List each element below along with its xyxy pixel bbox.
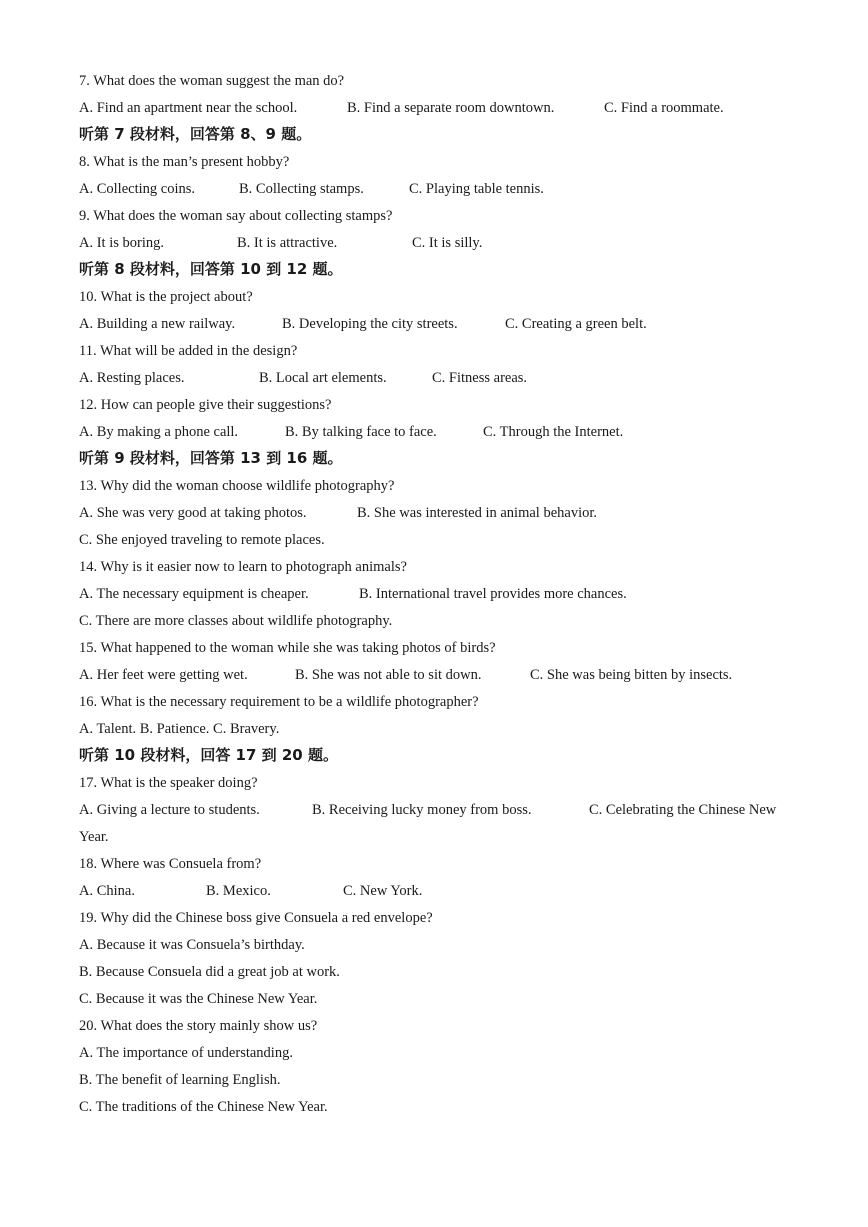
- q11-stem: 11. What will be added in the design?: [79, 343, 298, 359]
- q12-option-b: B. By talking face to face.: [285, 424, 437, 440]
- q20-stem: 20. What does the story mainly show us?: [79, 1018, 318, 1034]
- q16-options: A. Talent. B. Patience. C. Bravery.: [79, 721, 280, 737]
- q11-option-c: C. Fitness areas.: [432, 370, 528, 386]
- q14-option-a: A. The necessary equipment is cheaper.: [79, 586, 309, 602]
- q9-option-c: C. It is silly.: [412, 235, 483, 251]
- q10-option-b: B. Developing the city streets.: [282, 316, 458, 332]
- q10-stem: 10. What is the project about?: [79, 289, 253, 305]
- q13-option-a: A. She was very good at taking photos.: [79, 505, 307, 521]
- q11-option-b: B. Local art elements.: [259, 370, 387, 386]
- q15-option-c: C. She was being bitten by insects.: [530, 667, 733, 683]
- q15-option-b: B. She was not able to sit down.: [295, 667, 482, 683]
- q19-stem: 19. Why did the Chinese boss give Consuela a red envelope?: [79, 910, 433, 926]
- q10-option-a: A. Building a new railway.: [79, 316, 236, 332]
- q20-option-c: C. The traditions of the Chinese New Year.: [79, 1099, 328, 1115]
- q8-option-b: B. Collecting stamps.: [239, 181, 364, 197]
- q14-option-c: C. There are more classes about wildlife photography.: [79, 613, 393, 629]
- q14-stem: 14. Why is it easier now to learn to photograph animals?: [79, 559, 407, 575]
- q12-stem: 12. How can people give their suggestions?: [79, 397, 332, 413]
- q14-option-b: B. International travel provides more chances.: [359, 586, 627, 602]
- q17-stem: 17. What is the speaker doing?: [79, 775, 258, 791]
- q19-option-a: A. Because it was Consuela’s birthday.: [79, 937, 305, 953]
- q17-option-c-continued: Year.: [79, 829, 109, 845]
- section-9-heading: 听第 9 段材料，回答第 13 到 16 题。: [79, 449, 343, 467]
- q13-stem: 13. Why did the woman choose wildlife photography?: [79, 478, 395, 494]
- q19-option-b: B. Because Consuela did a great job at work.: [79, 964, 340, 980]
- q7-option-b: B. Find a separate room downtown.: [347, 100, 555, 116]
- q9-option-a: A. It is boring.: [79, 235, 164, 251]
- q8-option-c: C. Playing table tennis.: [409, 181, 544, 197]
- q8-option-a: A. Collecting coins.: [79, 181, 195, 197]
- q10-option-c: C. Creating a green belt.: [505, 316, 647, 332]
- q9-stem: 9. What does the woman say about collecting stamps?: [79, 208, 393, 224]
- q15-stem: 15. What happened to the woman while she was taking photos of birds?: [79, 640, 496, 656]
- q18-stem: 18. Where was Consuela from?: [79, 856, 262, 872]
- q16-stem: 16. What is the necessary requirement to be a wildlife photographer?: [79, 694, 479, 710]
- q20-option-a: A. The importance of understanding.: [79, 1045, 293, 1061]
- q18-option-b: B. Mexico.: [206, 883, 271, 899]
- q11-option-a: A. Resting places.: [79, 370, 185, 386]
- q7-option-a: A. Find an apartment near the school.: [79, 100, 298, 116]
- q18-option-a: A. China.: [79, 883, 135, 899]
- q18-option-c: C. New York.: [343, 883, 423, 899]
- q13-option-b: B. She was interested in animal behavior.: [357, 505, 598, 521]
- section-10-heading: 听第 10 段材料，回答 17 到 20 题。: [79, 746, 338, 764]
- q17-option-c: C. Celebrating the Chinese New: [589, 802, 777, 818]
- q9-option-b: B. It is attractive.: [237, 235, 338, 251]
- section-8-heading: 听第 8 段材料，回答第 10 到 12 题。: [79, 260, 343, 278]
- q17-option-b: B. Receiving lucky money from boss.: [312, 802, 532, 818]
- q12-option-a: A. By making a phone call.: [79, 424, 239, 440]
- q15-option-a: A. Her feet were getting wet.: [79, 667, 248, 683]
- q12-option-c: C. Through the Internet.: [483, 424, 624, 440]
- q17-option-a: A. Giving a lecture to students.: [79, 802, 260, 818]
- section-7-heading: 听第 7 段材料，回答第 8、9 题。: [79, 125, 312, 143]
- q20-option-b: B. The benefit of learning English.: [79, 1072, 281, 1088]
- q7-option-c: C. Find a roommate.: [604, 100, 724, 116]
- q8-stem: 8. What is the man’s present hobby?: [79, 154, 290, 170]
- q13-option-c: C. She enjoyed traveling to remote places.: [79, 532, 325, 548]
- q19-option-c: C. Because it was the Chinese New Year.: [79, 991, 318, 1007]
- q7-stem: 7. What does the woman suggest the man do?: [79, 73, 345, 89]
